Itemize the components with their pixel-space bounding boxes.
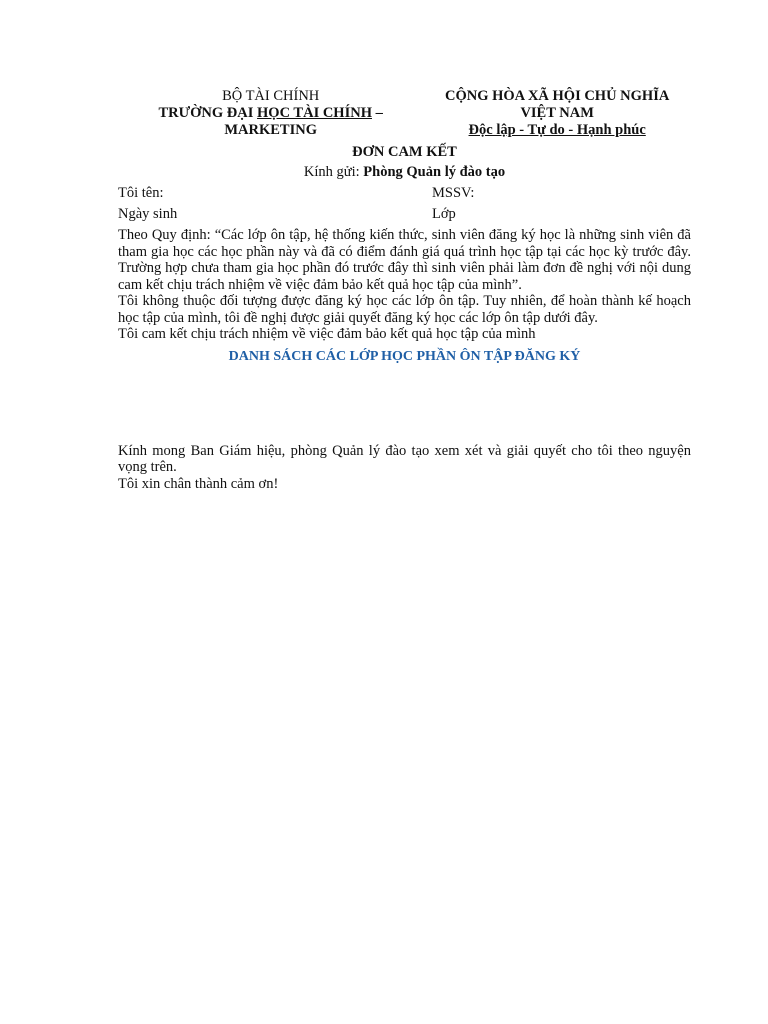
university-name-line [118,105,423,122]
country-name-line2: VIỆT NAM [520,105,594,121]
document-page [118,88,691,492]
recipient-name: Phòng Quản lý đào tạo [363,164,506,180]
university-name-part1: TRƯỜNG ĐẠI [158,105,258,121]
document-header [118,88,691,139]
name-field-label: Tôi tên: [118,185,164,201]
course-list-title: DANH SÁCH CÁC LỚP HỌC PHẦN ÔN TẬP ĐĂNG KÝ [228,348,581,364]
closing-section [118,443,691,493]
document-title: ĐƠN CAM KẾT [352,144,457,160]
closing-thanks: Tôi xin chân thành cảm ơn! [118,475,279,492]
recipient-prefix: Kính gửi: [303,164,364,180]
field-row-name [118,183,691,203]
university-name-part2: HỌC TÀI CHÍNH [257,105,372,121]
regulation-paragraph: Theo Quy định: “Các lớp ôn tập, hệ thống kiến thức, sinh viên đăng ký học là những sinh viên đã tham gia học các học phần này và đã có điểm đánh giá quá trình học tập tại các học kỳ trước đây. Trường hợp chưa tham gia học phần đó trước đây thì sinh viên phải làm đơn đề nghị với nội dung cam kết chịu trách nhiệm về việc đảm bảo kết quả học tập của mình”. [118,227,691,293]
national-motto: Độc lập - Tự do - Hạnh phúc [468,122,646,138]
ministry-block [38,88,423,139]
class-field-label: Lớp [432,206,456,222]
student-id-field-label: MSSV: [432,185,475,201]
national-motto-block [423,88,691,139]
closing-request-paragraph: Kính mong Ban Giám hiệu, phòng Quản lý đào tạo xem xét và giải quyết cho tôi theo nguyện vọng trên. [118,442,691,475]
recipient-line [118,162,691,182]
commitment-paragraph: Tôi cam kết chịu trách nhiệm về việc đảm bảo kết quả học tập của mình [118,326,536,342]
request-paragraph: Tôi không thuộc đối tượng được đăng ký học các lớp ôn tập. Tuy nhiên, để hoàn thành kế hoạch học tập của mình, tôi đề nghị được giải quyết đăng ký học các lớp ôn tập dưới đây. [118,293,691,326]
university-name-part3: – [371,105,383,121]
commitment-body [118,227,691,343]
university-name-line2: MARKETING [224,122,317,138]
dob-field-label: Ngày sinh [118,206,178,222]
field-row-dob [118,204,691,224]
ministry-name: BỘ TÀI CHÍNH [222,88,320,104]
country-name-line1: CỘNG HÒA XÃ HỘI CHỦ NGHĨA [444,88,670,104]
